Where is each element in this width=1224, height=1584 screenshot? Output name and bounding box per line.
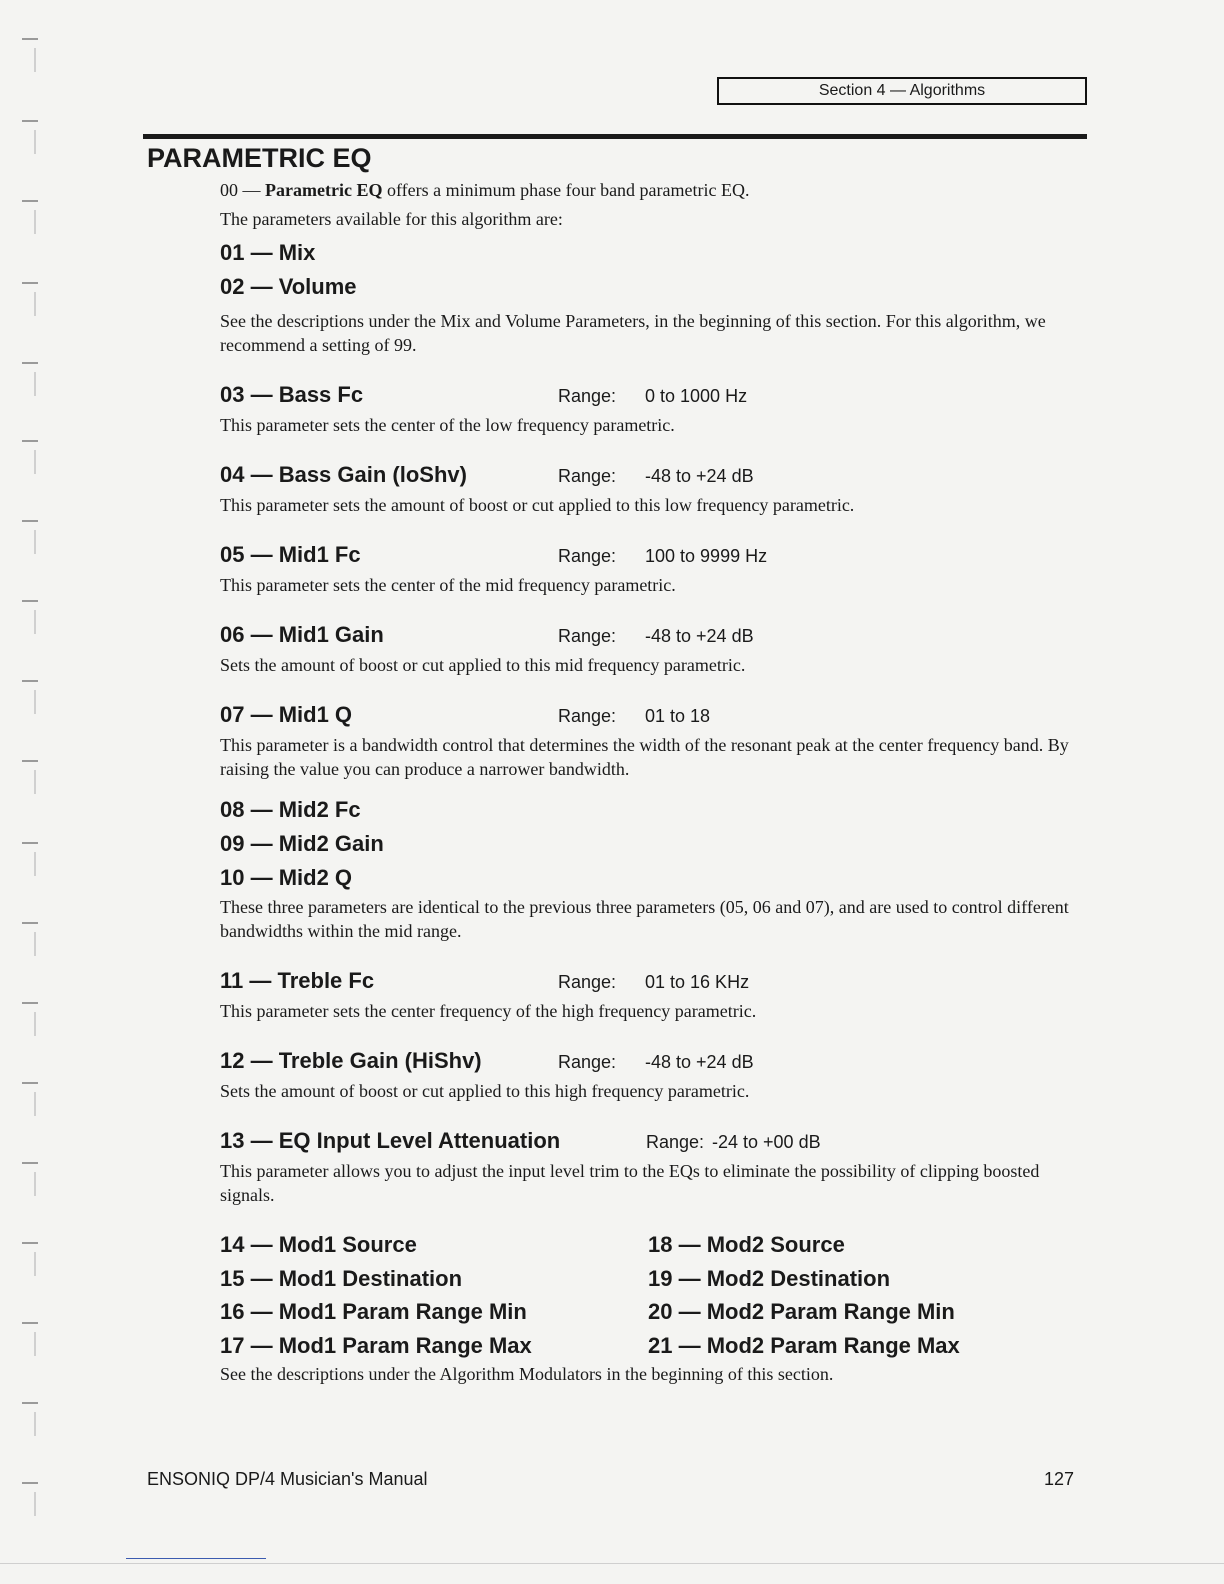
param-heading <box>220 378 1090 413</box>
bottom-mark <box>126 1558 266 1559</box>
range-label: Range: <box>558 386 617 406</box>
section-header: Section 4 — Algorithms <box>717 77 1087 105</box>
param-range <box>558 965 749 999</box>
intro-algorithm-name: Parametric EQ <box>265 180 383 200</box>
param-heading <box>220 458 1090 493</box>
range-label: Range: <box>646 1132 705 1152</box>
param-range <box>558 459 754 493</box>
range-value: -24 to +00 dB <box>712 1132 821 1152</box>
param-name: 15 — Mod1 Destination <box>220 1265 463 1291</box>
param-name: 07 — Mid1 Q <box>220 702 353 727</box>
mix-volume-description: See the descriptions under the Mix and Volume Parameters, in the beginning of this section. For this algorithm, we recommend a setting of 99. <box>220 311 1046 355</box>
range-label: Range: <box>558 1052 617 1072</box>
param-description: This parameter sets the amount of boost or cut applied to this low frequency parametric. <box>220 495 855 515</box>
param-description: Sets the amount of boost or cut applied to this mid frequency parametric. <box>220 655 746 675</box>
binding-edge <box>0 0 60 1584</box>
param-name: 08 — Mid2 Fc <box>220 797 361 822</box>
modulator-description: See the descriptions under the Algorithm Modulators in the beginning of this section. <box>220 1364 834 1384</box>
range-value: -48 to +24 dB <box>645 626 754 646</box>
param-name: 16 — Mod1 Param Range Min <box>220 1299 527 1324</box>
param-range <box>558 379 747 413</box>
param-range <box>558 699 710 733</box>
intro-number: 00 — <box>220 180 265 200</box>
param-name: 04 — Bass Gain (loShv) <box>220 462 467 487</box>
footer-manual-title: ENSONIQ DP/4 Musician's Manual <box>147 1469 428 1489</box>
param-heading <box>220 538 1090 573</box>
mid2-description: These three parameters are identical to the previous three parameters (05, 06 and 07), and are used to control different bandwidths within the mid range. <box>220 897 1069 941</box>
range-label: Range: <box>558 466 617 486</box>
page-content <box>220 178 1090 1386</box>
param-name: 13 — EQ Input Level Attenuation <box>220 1128 561 1153</box>
param-volume: 02 — Volume <box>220 274 357 299</box>
param-name: 19 — Mod2 Destination <box>648 1265 891 1291</box>
range-value: 01 to 18 <box>645 706 711 726</box>
param-name: 05 — Mid1 Fc <box>220 542 361 567</box>
param-range <box>646 1125 821 1159</box>
param-name: 11 — Treble Fc <box>220 968 375 993</box>
param-heading <box>220 698 1090 733</box>
param-name: 06 — Mid1 Gain <box>220 622 384 647</box>
param-name: 21 — Mod2 Param Range Max <box>648 1332 960 1358</box>
param-name: 20 — Mod2 Param Range Min <box>648 1299 955 1324</box>
param-mix: 01 — Mix <box>220 240 316 265</box>
intro-text: offers a minimum phase four band parametric EQ. <box>382 180 750 200</box>
range-label: Range: <box>558 546 617 566</box>
param-heading <box>220 1044 1090 1079</box>
param-description: Sets the amount of boost or cut applied to this high frequency parametric. <box>220 1081 750 1101</box>
param-name: 03 — Bass Fc <box>220 382 364 407</box>
param-name: 17 — Mod1 Param Range Max <box>220 1332 532 1358</box>
title-rule <box>143 134 1087 139</box>
param-name: 18 — Mod2 Source <box>648 1232 845 1257</box>
param-name: 10 — Mid2 Q <box>220 865 353 890</box>
range-label: Range: <box>558 626 617 646</box>
param-description: This parameter allows you to adjust the input level trim to the EQs to eliminate the possibility of clipping boosted signals. <box>220 1161 1040 1205</box>
range-label: Range: <box>558 972 617 992</box>
intro-line <box>220 178 1090 202</box>
param-range <box>558 1045 754 1079</box>
page-title: PARAMETRIC EQ <box>147 143 372 173</box>
param-name: 09 — Mid2 Gain <box>220 831 384 856</box>
available-line: The parameters available for this algorithm are: <box>220 209 563 229</box>
range-value: -48 to +24 dB <box>645 1052 754 1072</box>
param-heading <box>220 1124 1090 1159</box>
mod1-column <box>220 1228 648 1362</box>
param-description: This parameter sets the center of the mid frequency parametric. <box>220 575 676 595</box>
page-edge <box>0 1563 1224 1564</box>
range-value: -48 to +24 dB <box>645 466 754 486</box>
page-number: 127 <box>1043 1469 1074 1489</box>
range-label: Range: <box>558 706 617 726</box>
param-description: This parameter is a bandwidth control that determines the width of the resonant peak at the center frequency band. By raising the value you can produce a narrower bandwidth. <box>220 735 1069 779</box>
range-value: 01 to 16 KHz <box>645 972 750 992</box>
param-description: This parameter sets the center frequency of the high frequency parametric. <box>220 1001 757 1021</box>
param-heading <box>220 618 1090 653</box>
range-value: 0 to 1000 Hz <box>645 386 748 406</box>
param-name: 14 — Mod1 Source <box>220 1232 417 1257</box>
param-range <box>558 619 754 653</box>
param-description: This parameter sets the center of the low frequency parametric. <box>220 415 675 435</box>
modulator-params <box>220 1228 1090 1362</box>
param-name: 12 — Treble Gain (HiShv) <box>220 1048 482 1073</box>
param-range <box>558 539 767 573</box>
range-value: 100 to 9999 Hz <box>645 546 768 566</box>
mod2-column <box>648 1228 1076 1362</box>
param-heading <box>220 964 1090 999</box>
